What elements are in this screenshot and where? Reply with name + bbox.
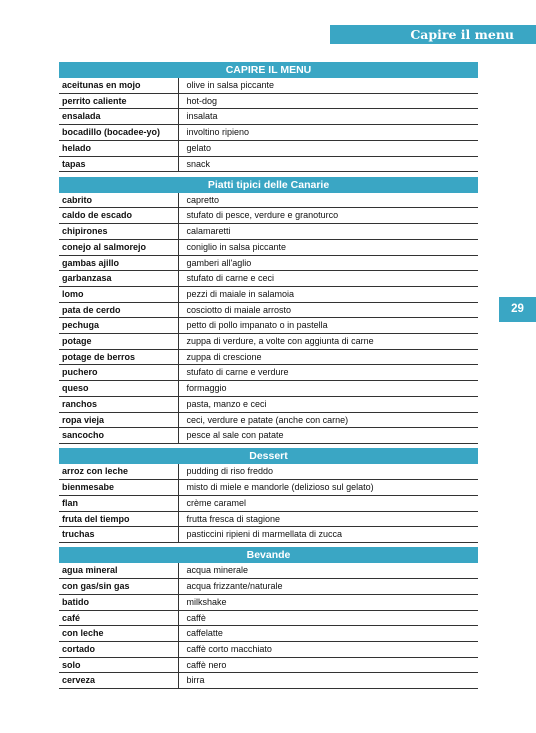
italian-translation: calamaretti <box>178 224 478 240</box>
spanish-term: bienmesabe <box>59 480 178 496</box>
table-row <box>59 239 478 255</box>
table-row <box>59 527 478 543</box>
spanish-term: con leche <box>59 626 178 642</box>
spanish-term: tapas <box>59 156 178 172</box>
spanish-term: conejo al salmorejo <box>59 239 178 255</box>
table-row <box>59 673 478 689</box>
italian-translation: snack <box>178 156 478 172</box>
italian-translation: misto di miele e mandorle (delizioso sul gelato) <box>178 480 478 496</box>
spanish-term: cortado <box>59 642 178 658</box>
italian-translation: olive in salsa piccante <box>178 78 478 93</box>
spanish-term: café <box>59 610 178 626</box>
page-number-tab <box>499 297 536 322</box>
italian-translation: frutta fresca di stagione <box>178 511 478 527</box>
page-number: 29 <box>511 303 524 315</box>
spanish-term: helado <box>59 140 178 156</box>
italian-translation: pasta, manzo e ceci <box>178 396 478 412</box>
chapter-title: Capire il menu <box>410 27 514 42</box>
table-row <box>59 610 478 626</box>
italian-translation: caffelatte <box>178 626 478 642</box>
spanish-term: arroz con leche <box>59 464 178 479</box>
spanish-term: aceitunas en mojo <box>59 78 178 93</box>
table-row <box>59 271 478 287</box>
italian-translation: stufato di carne e verdure <box>178 365 478 381</box>
section-title: CAPIRE IL MENU <box>59 62 478 78</box>
spanish-term: con gas/sin gas <box>59 579 178 595</box>
spanish-term: sancocho <box>59 428 178 444</box>
table-row <box>59 480 478 496</box>
table-row <box>59 365 478 381</box>
italian-translation: acqua frizzante/naturale <box>178 579 478 595</box>
section-title: Dessert <box>59 448 478 464</box>
table-row <box>59 563 478 578</box>
spanish-term: agua mineral <box>59 563 178 578</box>
spanish-term: caldo de escado <box>59 208 178 224</box>
menu-table <box>59 62 478 689</box>
italian-translation: zuppa di crescione <box>178 349 478 365</box>
italian-translation: pudding di riso freddo <box>178 464 478 479</box>
table-row <box>59 594 478 610</box>
spanish-term: lomo <box>59 286 178 302</box>
spanish-term: potage de berros <box>59 349 178 365</box>
table-row <box>59 140 478 156</box>
table-row <box>59 302 478 318</box>
italian-translation: gelato <box>178 140 478 156</box>
spanish-term: cerveza <box>59 673 178 689</box>
section-header <box>59 62 478 78</box>
italian-translation: gamberi all'aglio <box>178 255 478 271</box>
menu-glossary <box>59 62 478 689</box>
italian-translation: stufato di carne e ceci <box>178 271 478 287</box>
spanish-term: truchas <box>59 527 178 543</box>
italian-translation: cosciotto di maiale arrosto <box>178 302 478 318</box>
spanish-term: pechuga <box>59 318 178 334</box>
spanish-term: queso <box>59 381 178 397</box>
italian-translation: pezzi di maiale in salamoia <box>178 286 478 302</box>
spanish-term: puchero <box>59 365 178 381</box>
table-row <box>59 642 478 658</box>
italian-translation: formaggio <box>178 381 478 397</box>
italian-translation: ceci, verdure e patate (anche con carne) <box>178 412 478 428</box>
table-row <box>59 495 478 511</box>
spanish-term: cabrito <box>59 193 178 208</box>
spanish-term: solo <box>59 657 178 673</box>
italian-translation: caffè corto macchiato <box>178 642 478 658</box>
spanish-term: flan <box>59 495 178 511</box>
italian-translation: hot-dog <box>178 93 478 109</box>
chapter-title-tab <box>330 25 536 44</box>
italian-translation: caffè <box>178 610 478 626</box>
italian-translation: pesce al sale con patate <box>178 428 478 444</box>
italian-translation: pasticcini ripieni di marmellata di zucca <box>178 527 478 543</box>
italian-translation: crème caramel <box>178 495 478 511</box>
table-row <box>59 428 478 444</box>
spanish-term: ranchos <box>59 396 178 412</box>
table-row <box>59 125 478 141</box>
table-row <box>59 579 478 595</box>
spanish-term: bocadillo (bocadee-yo) <box>59 125 178 141</box>
italian-translation: involtino ripieno <box>178 125 478 141</box>
table-row <box>59 318 478 334</box>
italian-translation: zuppa di verdure, a volte con aggiunta di carne <box>178 334 478 350</box>
table-row <box>59 412 478 428</box>
table-row <box>59 381 478 397</box>
spanish-term: gambas ajillo <box>59 255 178 271</box>
spanish-term: garbanzasa <box>59 271 178 287</box>
italian-translation: caffè nero <box>178 657 478 673</box>
table-row <box>59 93 478 109</box>
table-row <box>59 78 478 93</box>
table-row <box>59 334 478 350</box>
section-title: Piatti tipici delle Canarie <box>59 177 478 193</box>
spanish-term: ropa vieja <box>59 412 178 428</box>
table-row <box>59 224 478 240</box>
table-row <box>59 626 478 642</box>
section-header <box>59 448 478 464</box>
table-row <box>59 109 478 125</box>
italian-translation: stufato di pesce, verdure e granoturco <box>178 208 478 224</box>
italian-translation: birra <box>178 673 478 689</box>
spanish-term: potage <box>59 334 178 350</box>
italian-translation: petto di pollo impanato o in pastella <box>178 318 478 334</box>
section-title: Bevande <box>59 547 478 563</box>
table-row <box>59 156 478 172</box>
table-row <box>59 208 478 224</box>
table-row <box>59 349 478 365</box>
italian-translation: milkshake <box>178 594 478 610</box>
spanish-term: pata de cerdo <box>59 302 178 318</box>
table-row <box>59 657 478 673</box>
table-row <box>59 286 478 302</box>
section-header <box>59 177 478 193</box>
spanish-term: ensalada <box>59 109 178 125</box>
italian-translation: acqua minerale <box>178 563 478 578</box>
italian-translation: capretto <box>178 193 478 208</box>
spanish-term: batido <box>59 594 178 610</box>
table-row <box>59 464 478 479</box>
table-row <box>59 396 478 412</box>
spanish-term: fruta del tiempo <box>59 511 178 527</box>
italian-translation: coniglio in salsa piccante <box>178 239 478 255</box>
section-header <box>59 547 478 563</box>
italian-translation: insalata <box>178 109 478 125</box>
spanish-term: perrito caliente <box>59 93 178 109</box>
spanish-term: chipirones <box>59 224 178 240</box>
table-row <box>59 511 478 527</box>
table-row <box>59 193 478 208</box>
table-row <box>59 255 478 271</box>
